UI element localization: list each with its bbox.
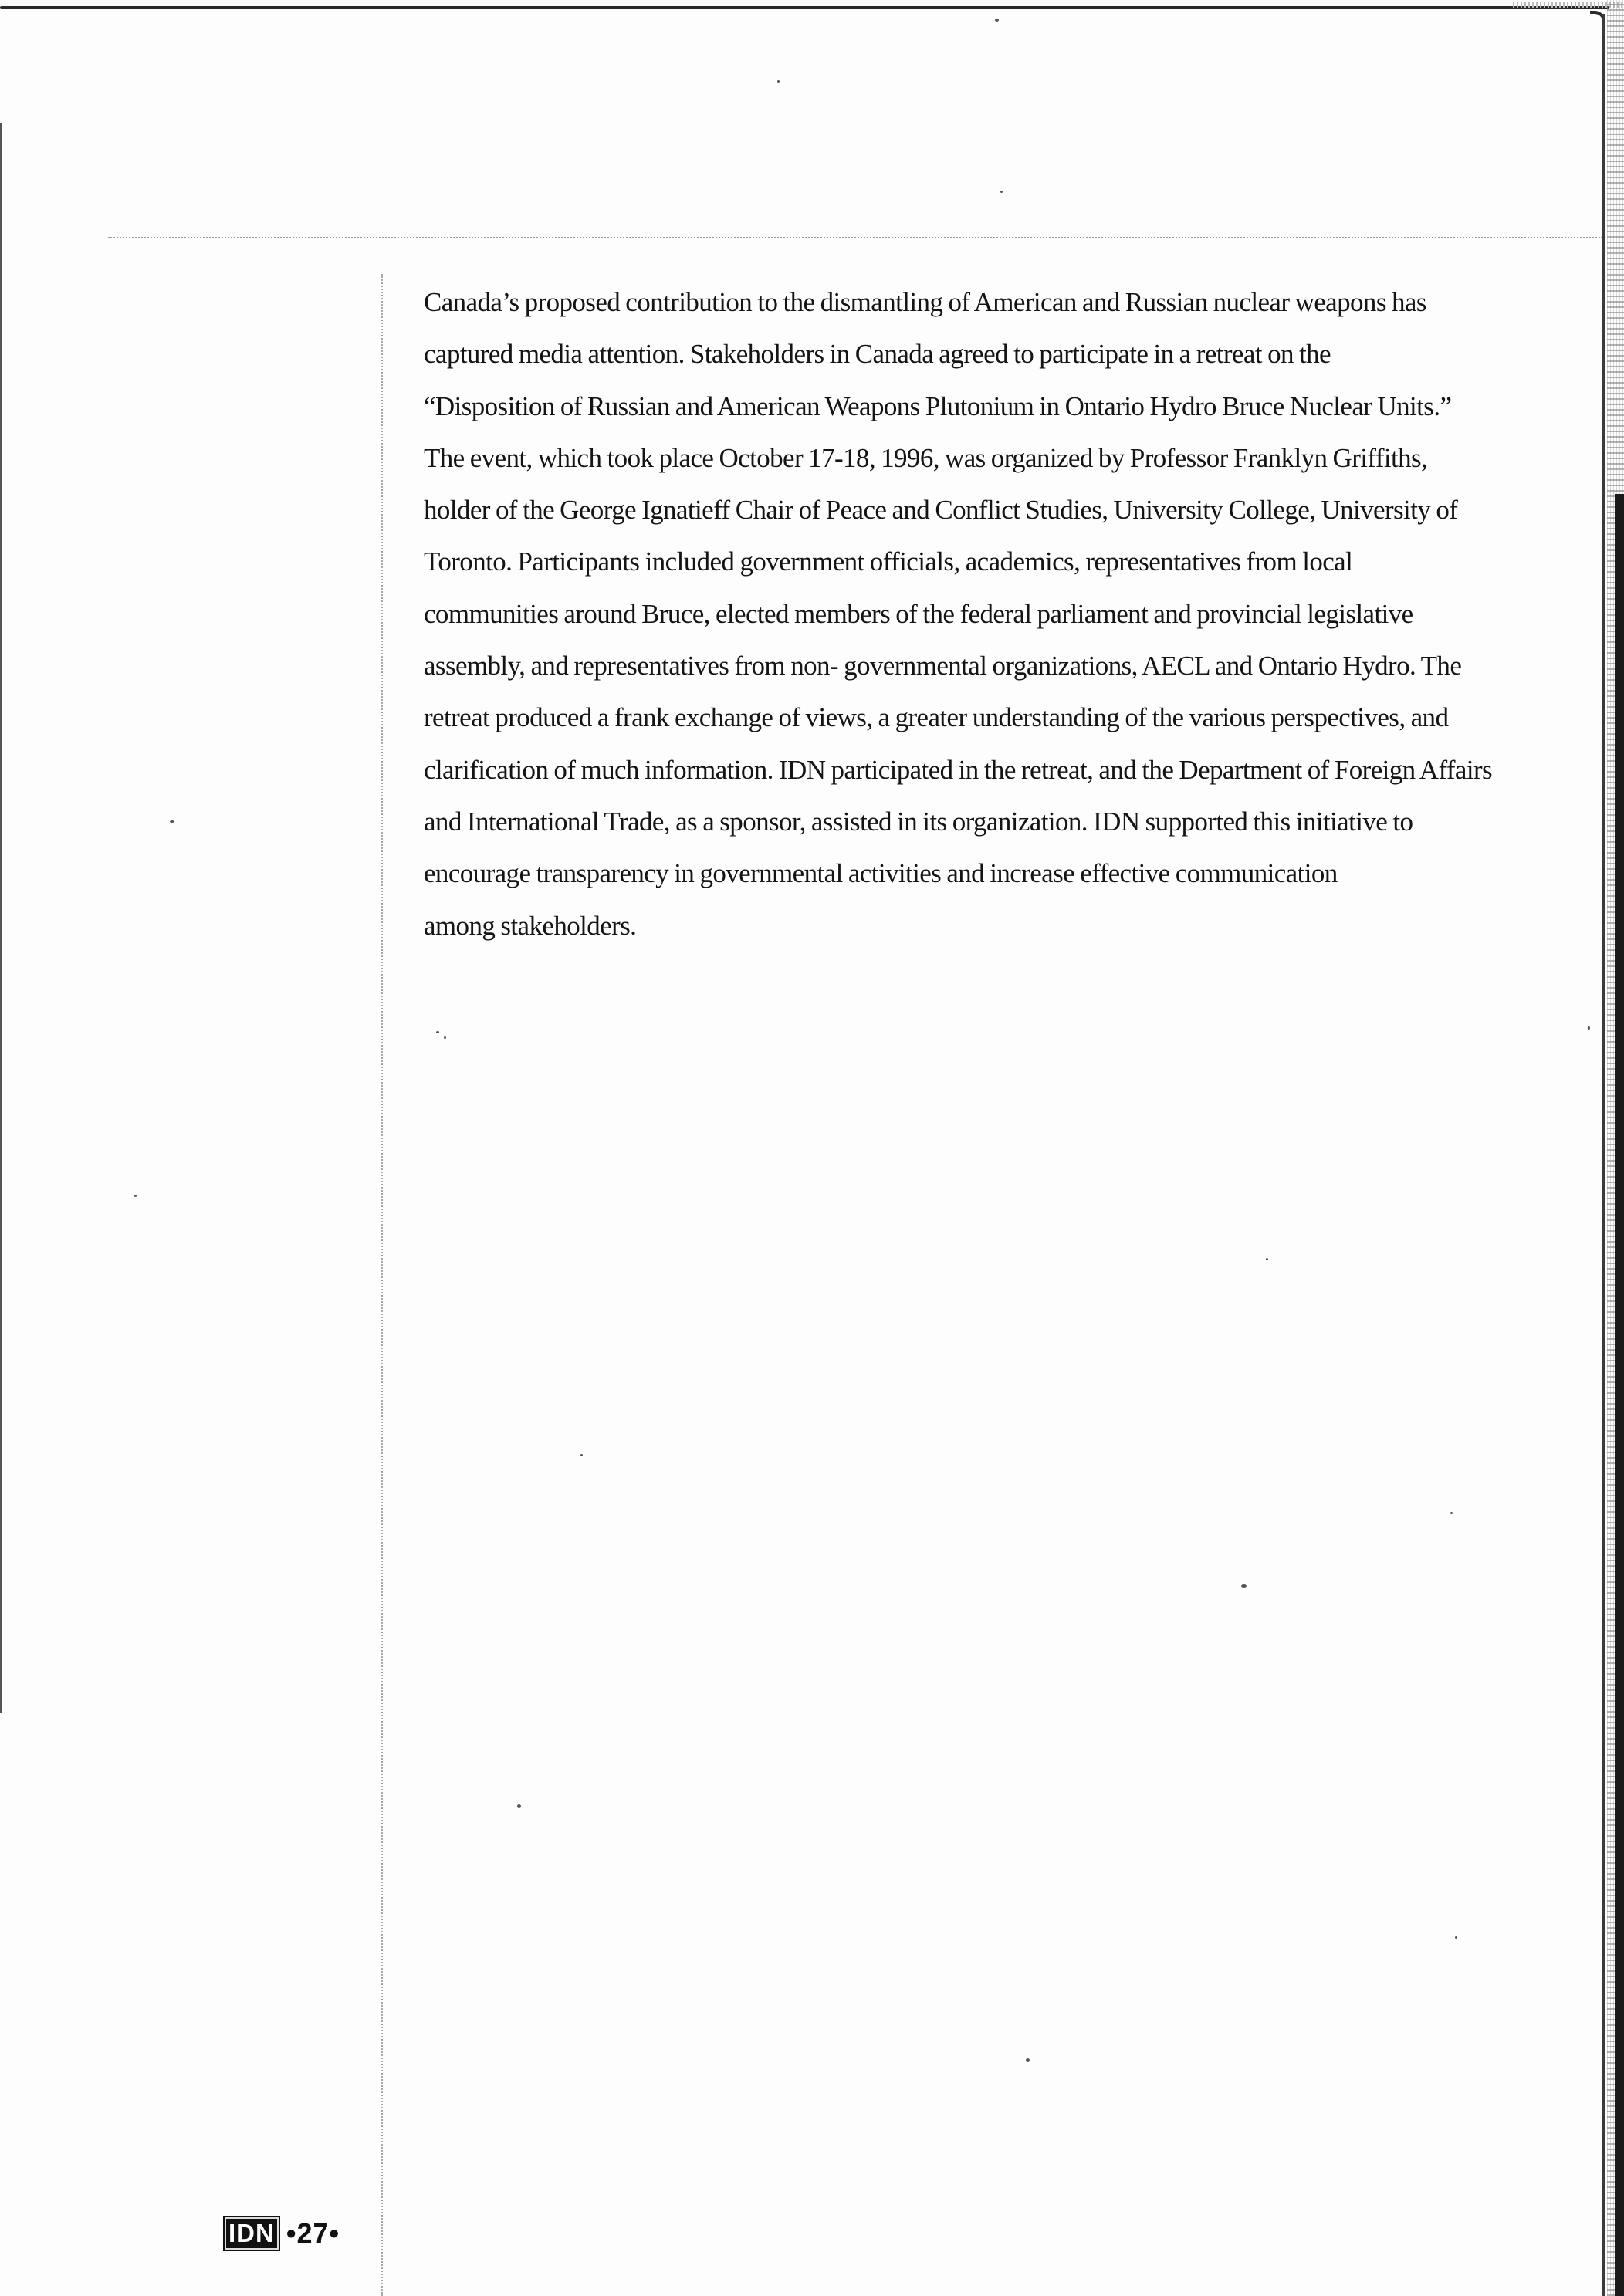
scan-speck <box>1026 2058 1030 2062</box>
body-line: and International Trade, as a sponsor, assisted in its organization. IDN supported this initiative to <box>424 806 1413 837</box>
scan-speck <box>777 80 780 83</box>
page-number: •27• <box>286 2217 340 2249</box>
body-line: holder of the George Ignatieff Chair of Peace and Conflict Studies, University College, University of <box>424 495 1458 526</box>
idn-logo: IDN <box>223 2216 280 2251</box>
scan-speck <box>134 1195 137 1197</box>
column-dotted-rule <box>381 274 383 2296</box>
scan-speck <box>444 1036 446 1039</box>
body-line: encourage transparency in governmental activities and increase effective communication <box>424 858 1338 889</box>
scan-right-shadow <box>1615 494 1624 2296</box>
scan-speck <box>1266 1258 1268 1260</box>
scan-speck <box>436 1031 439 1033</box>
body-line: among stakeholders. <box>424 910 637 941</box>
body-line: retreat produced a frank exchange of views, a greater understanding of the various perspectives, and <box>424 702 1449 733</box>
body-line: assembly, and representatives from non- governmental organizations, AECL and Ontario Hydro. The <box>424 651 1462 681</box>
scan-right-edge <box>1602 14 1605 2296</box>
scan-speck <box>1000 191 1003 193</box>
body-line: communities around Bruce, elected members of the federal parliament and provincial legislative <box>424 598 1413 629</box>
body-paragraph <box>424 276 1493 952</box>
header-dotted-rule <box>108 237 1602 238</box>
body-line: Toronto. Participants included government officials, academics, representatives from local <box>424 546 1353 577</box>
scan-speck <box>170 820 174 823</box>
scan-speck <box>1450 1512 1453 1514</box>
body-line: The event, which took place October 17-18, 1996, was organized by Professor Franklyn Griffiths, <box>424 442 1428 473</box>
scan-speck <box>580 1454 583 1456</box>
scan-speck <box>1455 1936 1457 1939</box>
scan-speck <box>517 1804 521 1808</box>
scan-speck <box>1588 1026 1590 1030</box>
body-line: captured media attention. Stakeholders in Canada agreed to participate in a retreat on the <box>424 339 1331 370</box>
scan-speck <box>1241 1584 1247 1588</box>
scan-speck <box>995 19 999 22</box>
scan-left-edge <box>0 123 2 1713</box>
body-line: “Disposition of Russian and American Weapons Plutonium in Ontario Hydro Bruce Nuclear Units.” <box>424 391 1452 421</box>
body-line: clarification of much information. IDN participated in the retreat, and the Department of Foreign Affairs <box>424 754 1493 785</box>
scan-top-edge <box>0 6 1609 9</box>
page-footer <box>223 2217 340 2250</box>
body-line: Canada’s proposed contribution to the dismantling of American and Russian nuclear weapons has <box>424 287 1426 317</box>
